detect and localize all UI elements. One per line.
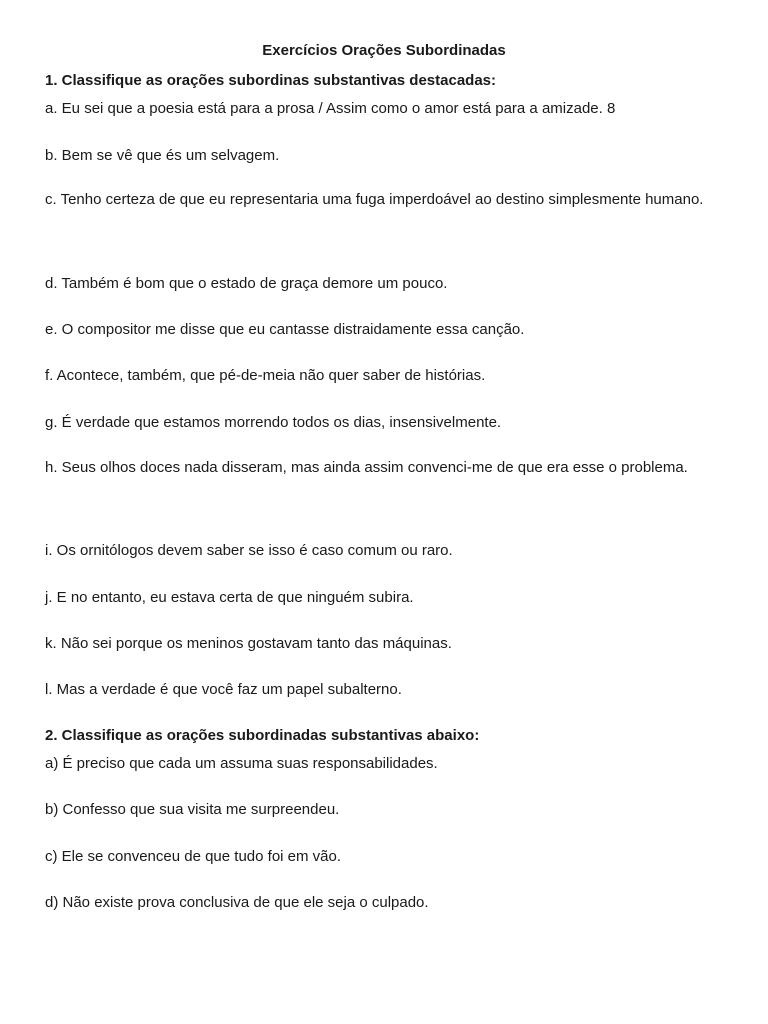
exercise-1b: b. Bem se vê que és um selvagem. [45,147,280,164]
exercise-1h: h. Seus olhos doces nada disseram, mas ainda assim convenci-me de que era esse o problema. [45,459,688,476]
exercise-1c: c. Tenho certeza de que eu representaria uma fuga imperdoável ao destino simplesmente humano. [45,191,704,208]
exercise-2b: b) Confesso que sua visita me surpreendeu. [45,801,340,818]
section-1-heading: 1. Classifique as orações subordinas substantivas destacadas: [45,72,497,89]
exercise-1e: e. O compositor me disse que eu cantasse distraidamente essa canção. [45,321,525,338]
document-title: Exercícios Orações Subordinadas [262,42,506,59]
exercise-1i: i. Os ornitólogos devem saber se isso é caso comum ou raro. [45,542,453,559]
exercise-1k: k. Não sei porque os meninos gostavam tanto das máquinas. [45,635,452,652]
section-2-heading: 2. Classifique as orações subordinadas substantivas abaixo: [45,727,480,744]
exercise-1j: j. E no entanto, eu estava certa de que ninguém subira. [45,589,414,606]
exercise-1g: g. É verdade que estamos morrendo todos os dias, insensivelmente. [45,414,502,431]
exercise-1a: a. Eu sei que a poesia está para a prosa / Assim como o amor está para a amizade. 8 [45,100,616,117]
exercise-1l: l. Mas a verdade é que você faz um papel subalterno. [45,681,402,698]
exercise-2c: c) Ele se convenceu de que tudo foi em vão. [45,848,342,865]
exercise-1f: f. Acontece, também, que pé-de-meia não quer saber de histórias. [45,367,486,384]
exercise-1d: d. Também é bom que o estado de graça demore um pouco. [45,275,448,292]
exercise-2d: d) Não existe prova conclusiva de que ele seja o culpado. [45,894,429,911]
exercise-2a: a) É preciso que cada um assuma suas responsabilidades. [45,755,438,772]
